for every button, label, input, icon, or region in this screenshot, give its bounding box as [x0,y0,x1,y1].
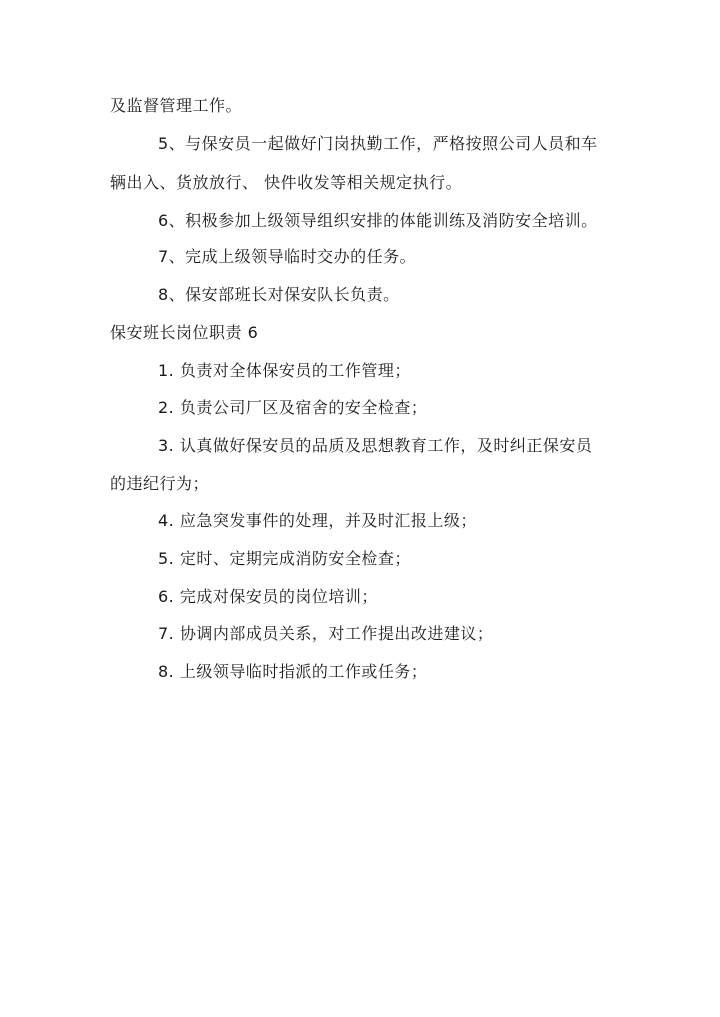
list-item: 5. 定时、定期完成消防安全检查； [158,549,411,568]
list-item: 6. 完成对保安员的岗位培训； [158,587,378,606]
paragraph-line: 7、完成上级领导临时交办的任务。 [158,247,417,266]
paragraph-line: 8、保安部班长对保安队长负责。 [158,285,400,304]
paragraph-line: 6、积极参加上级领导组织安排的体能训练及消防安全培训。 [158,211,598,230]
paragraph-line: 5、与保安员一起做好门岗执勤工作，严格按照公司人员和车 [158,134,598,153]
section-heading: 保安班长岗位职责 6 [110,323,259,342]
list-item-continuation: 的违纪行为； [110,474,210,493]
list-item: 8. 上级领导临时指派的工作或任务； [158,662,428,681]
list-item: 3. 认真做好保安员的品质及思想教育工作，及时纠正保安员 [158,436,593,455]
list-item: 7. 协调内部成员关系，对工作提出改进建议； [158,624,494,643]
list-item: 2. 负责公司厂区及宿舍的安全检查； [158,398,428,417]
paragraph-line: 及监督管理工作。 [110,96,243,115]
list-item: 1. 负责对全体保安员的工作管理； [158,361,411,380]
paragraph-line: 辆出入、货放放行、 快件收发等相关规定执行。 [110,173,463,192]
list-item: 4. 应急突发事件的处理，并及时汇报上级； [158,511,477,530]
